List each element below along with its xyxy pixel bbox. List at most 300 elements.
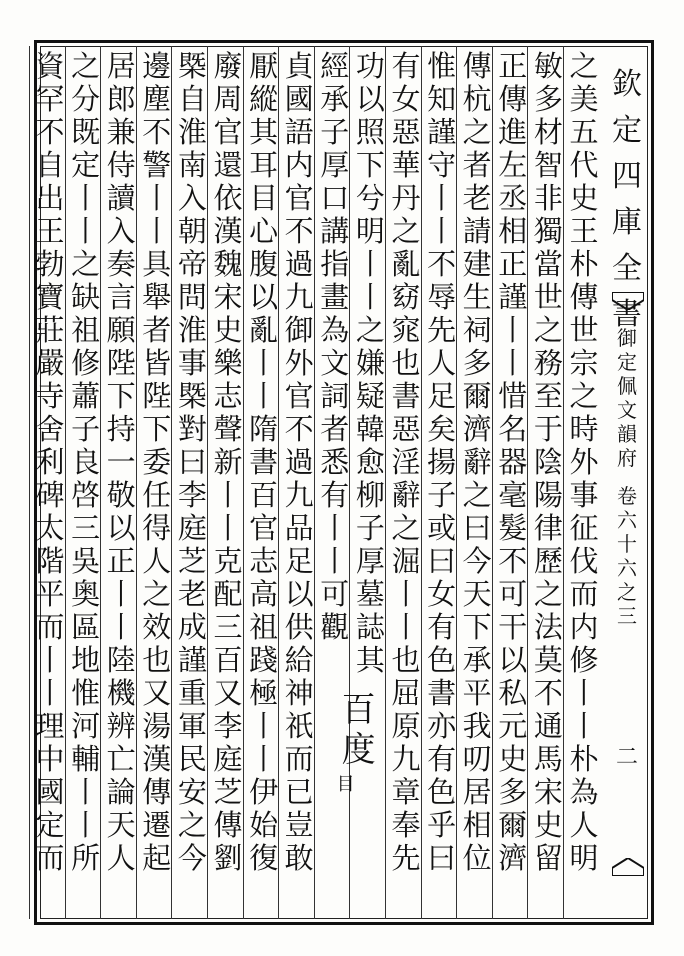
text-char: 自 [177, 82, 207, 116]
header-title-char: 四 [612, 159, 642, 194]
text-char: 丨 [142, 214, 172, 248]
text-char: 器 [498, 445, 528, 479]
text-char: 志 [213, 379, 243, 413]
text-column [564, 49, 604, 914]
text-char: 丨 [106, 610, 136, 644]
text-char: 今 [462, 544, 492, 578]
text-char: 之 [533, 577, 563, 611]
text-char: 庭 [213, 742, 243, 776]
text-column [208, 49, 248, 914]
text-char: 舉 [142, 280, 172, 314]
text-char: 乎 [427, 808, 457, 842]
text-char: 丨 [498, 313, 528, 347]
text-char: 丨 [391, 577, 421, 611]
text-char: 踐 [249, 643, 279, 677]
text-char: 以 [106, 511, 136, 545]
text-char: 不 [35, 115, 65, 149]
text-char: 不 [284, 214, 314, 248]
heading-char: 百 [341, 690, 376, 730]
heading-char: 度 [341, 730, 376, 770]
text-char: 丨 [249, 742, 279, 776]
text-char: 極 [249, 676, 279, 710]
text-char: 伐 [569, 544, 599, 578]
text-char: 當 [533, 247, 563, 281]
text-char: 陛 [106, 346, 136, 380]
text-char: 事 [177, 346, 207, 380]
text-char: 下 [462, 610, 492, 644]
text-char: 而 [284, 742, 314, 776]
text-char: 史 [533, 808, 563, 842]
text-char: 内 [569, 610, 599, 644]
text-char: 務 [533, 346, 563, 380]
text-char: 世 [569, 313, 599, 347]
text-char: 之 [71, 49, 101, 83]
text-char: 莊 [35, 313, 65, 347]
text-char: 奉 [391, 808, 421, 842]
text-char: 塵 [142, 82, 172, 116]
text-char: 丨 [106, 577, 136, 611]
text-char: 定 [71, 148, 101, 182]
text-char: 傳 [142, 775, 172, 809]
text-char: 者 [320, 412, 350, 446]
fish-tail-ornament-icon [612, 292, 644, 310]
text-char: 九 [284, 478, 314, 512]
text-char: 給 [284, 643, 314, 677]
text-char: 品 [284, 511, 314, 545]
text-char: 守 [427, 148, 457, 182]
text-char: 杭 [462, 82, 492, 116]
text-char: 窈 [391, 280, 421, 314]
text-char: 皆 [142, 346, 172, 380]
volume-title-char: 韻 [617, 422, 637, 446]
text-char: 不 [142, 115, 172, 149]
text-char: 還 [213, 148, 243, 182]
text-char: 丨 [355, 247, 385, 281]
text-char: 也 [391, 643, 421, 677]
text-char: 人 [142, 544, 172, 578]
text-char: 分 [71, 82, 101, 116]
text-char: 湯 [142, 709, 172, 743]
text-char: 正 [498, 247, 528, 281]
text-char: 者 [462, 148, 492, 182]
text-char: 神 [284, 676, 314, 710]
text-char: 亂 [249, 313, 279, 347]
text-char: 重 [177, 676, 207, 710]
text-char: 槩 [177, 379, 207, 413]
text-char: 之 [71, 247, 101, 281]
text-char: 階 [35, 544, 65, 578]
text-char: 復 [249, 841, 279, 875]
text-char: 配 [213, 577, 243, 611]
text-char: 淈 [391, 544, 421, 578]
text-char: 淮 [177, 313, 207, 347]
text-char: 内 [284, 148, 314, 182]
text-char: 女 [391, 82, 421, 116]
text-column [422, 49, 462, 914]
text-char: 罕 [35, 82, 65, 116]
text-char: 曰 [177, 445, 207, 479]
text-char: 下 [142, 412, 172, 446]
juan-char: 十 [617, 532, 637, 556]
text-char: 丨 [35, 676, 65, 710]
text-char: 多 [462, 346, 492, 380]
text-char: 庭 [177, 511, 207, 545]
text-char: 叨 [462, 742, 492, 776]
text-char: 左 [498, 148, 528, 182]
text-char: 私 [498, 676, 528, 710]
text-char: 色 [427, 775, 457, 809]
text-char: 志 [249, 544, 279, 578]
page-number: 二 [615, 745, 638, 770]
text-char: 丨 [249, 346, 279, 380]
text-char: 宋 [213, 280, 243, 314]
text-char: 丨 [35, 643, 65, 677]
text-char: 勃 [35, 247, 65, 281]
text-char: 厭 [249, 49, 279, 83]
text-char: 丨 [427, 214, 457, 248]
text-char: 謹 [498, 280, 528, 314]
volume-title-char: 定 [617, 350, 637, 374]
volume-title-char: 文 [617, 398, 637, 422]
text-char: 又 [142, 676, 172, 710]
text-char: 太 [35, 511, 65, 545]
text-char: 者 [142, 313, 172, 347]
text-char: 理 [35, 709, 65, 743]
text-char: 不 [533, 676, 563, 710]
text-char: 修 [71, 346, 101, 380]
text-char: 書 [391, 379, 421, 413]
text-char: 曰 [427, 841, 457, 875]
text-char: 成 [177, 610, 207, 644]
text-char: 惡 [391, 412, 421, 446]
text-char: 相 [498, 214, 528, 248]
text-char: 爾 [498, 808, 528, 842]
text-char: 魏 [213, 247, 243, 281]
text-char: 寶 [35, 280, 65, 314]
text-char: 正 [106, 544, 136, 578]
text-char: 入 [106, 214, 136, 248]
text-char: 又 [213, 676, 243, 710]
text-char: 中 [35, 742, 65, 776]
text-char: 明 [355, 214, 385, 248]
text-char: 明 [569, 841, 599, 875]
juan-char: 六 [617, 508, 637, 532]
text-char: 百 [213, 643, 243, 677]
text-char: 多 [533, 82, 563, 116]
text-char: 承 [462, 643, 492, 677]
juan-char: 卷 [617, 484, 637, 508]
text-char: 以 [249, 280, 279, 314]
text-char: 王 [35, 214, 65, 248]
text-char: 丨 [498, 346, 528, 380]
text-char: 老 [462, 181, 492, 215]
text-char: 丞 [498, 181, 528, 215]
text-char: 矣 [427, 412, 457, 446]
text-char: 修 [569, 643, 599, 677]
text-char: 辭 [462, 445, 492, 479]
text-char: 入 [177, 181, 207, 215]
text-char: 辱 [427, 280, 457, 314]
text-char: 濟 [498, 841, 528, 875]
text-char: 嚴 [35, 346, 65, 380]
text-char: 吳 [71, 544, 101, 578]
text-char: 以 [498, 643, 528, 677]
text-char: 嫌 [355, 346, 385, 380]
text-char: 貞 [284, 49, 314, 83]
text-char: 劉 [213, 841, 243, 875]
text-char: 揚 [427, 445, 457, 479]
text-char: 書 [249, 445, 279, 479]
text-char: 帝 [177, 247, 207, 281]
text-char: 爾 [462, 379, 492, 413]
volume-title-char: 府 [617, 446, 637, 470]
text-char: 歷 [533, 544, 563, 578]
text-char: 一 [106, 445, 136, 479]
text-char: 知 [427, 82, 457, 116]
text-char: 淮 [177, 115, 207, 149]
text-char: 惟 [71, 676, 101, 710]
text-char: 王 [569, 214, 599, 248]
text-char: 講 [320, 214, 350, 248]
text-char: 不 [284, 412, 314, 446]
text-char: 女 [427, 577, 457, 611]
text-char: 代 [569, 148, 599, 182]
text-char: 丨 [249, 709, 279, 743]
text-char: 朴 [569, 247, 599, 281]
text-char: 利 [35, 445, 65, 479]
text-char: 豈 [284, 808, 314, 842]
text-char: 悉 [320, 445, 350, 479]
text-char: 樂 [213, 346, 243, 380]
text-char: 之 [391, 214, 421, 248]
text-char: 奏 [106, 247, 136, 281]
text-column [101, 49, 141, 914]
text-char: 之 [533, 313, 563, 347]
text-char: 祠 [462, 313, 492, 347]
text-char: 供 [284, 610, 314, 644]
text-char: 先 [391, 841, 421, 875]
text-char: 材 [533, 115, 563, 149]
text-char: 過 [284, 445, 314, 479]
header-column [606, 52, 648, 914]
text-char: 請 [462, 214, 492, 248]
text-char: 史 [569, 181, 599, 215]
text-char: 愈 [355, 445, 385, 479]
text-char: 屈 [391, 676, 421, 710]
text-char: 持 [106, 412, 136, 446]
text-char: 多 [498, 775, 528, 809]
text-char: 下 [355, 148, 385, 182]
text-char: 有 [427, 610, 457, 644]
text-char: 相 [462, 808, 492, 842]
text-char: 征 [569, 511, 599, 545]
text-char: 丨 [142, 181, 172, 215]
text-column [386, 49, 426, 914]
text-column [457, 49, 497, 914]
text-char: 郎 [106, 82, 136, 116]
text-char: 亂 [391, 247, 421, 281]
text-char: 始 [249, 808, 279, 842]
text-char: 留 [533, 841, 563, 875]
text-char: 委 [142, 445, 172, 479]
text-char: 寺 [35, 379, 65, 413]
text-char: 讀 [106, 181, 136, 215]
text-char: 祖 [249, 610, 279, 644]
text-char: 天 [106, 808, 136, 842]
text-char: 惟 [427, 49, 457, 83]
text-char: 經 [320, 49, 350, 83]
text-char: 既 [71, 115, 101, 149]
text-char: 廢 [213, 49, 243, 83]
text-char: 官 [249, 511, 279, 545]
text-char: 丨 [355, 280, 385, 314]
text-char: 干 [498, 610, 528, 644]
text-char: 而 [35, 610, 65, 644]
text-char: 誌 [355, 610, 385, 644]
text-char: 毫 [498, 478, 528, 512]
text-char: 之 [142, 577, 172, 611]
text-char: 下 [106, 379, 136, 413]
text-char: 疑 [355, 379, 385, 413]
text-char: 足 [284, 544, 314, 578]
text-char: 丨 [71, 214, 101, 248]
text-char: 丨 [71, 808, 101, 842]
text-char: 淫 [391, 445, 421, 479]
text-char: 也 [142, 643, 172, 677]
text-char: 丨 [213, 511, 243, 545]
text-column [137, 49, 177, 914]
text-char: 于 [533, 412, 563, 446]
text-char: 色 [427, 643, 457, 677]
text-char: 謹 [177, 643, 207, 677]
text-char: 天 [462, 577, 492, 611]
text-char: 墓 [355, 577, 385, 611]
text-char: 之 [391, 511, 421, 545]
text-char: 陸 [106, 643, 136, 677]
text-char: 律 [533, 511, 563, 545]
text-char: 丹 [391, 181, 421, 215]
header-title-char: 書 [612, 297, 642, 332]
heading-sub-char: 目 [336, 774, 355, 795]
text-char: 丨 [320, 544, 350, 578]
text-char: 願 [106, 313, 136, 347]
text-char: 畫 [320, 280, 350, 314]
header-title-char: 定 [612, 113, 642, 148]
text-char: 百 [249, 478, 279, 512]
text-char: 伊 [249, 775, 279, 809]
text-char: 或 [427, 511, 457, 545]
text-char: 之 [177, 808, 207, 842]
text-char: 南 [177, 148, 207, 182]
text-char: 依 [213, 181, 243, 215]
text-char: 得 [142, 511, 172, 545]
text-char: 所 [71, 841, 101, 875]
text-char: 厚 [355, 544, 385, 578]
column-rule [29, 46, 30, 919]
text-char: 傳 [462, 49, 492, 83]
text-char: 陽 [533, 478, 563, 512]
text-char: 目 [249, 181, 279, 215]
text-char: 祇 [284, 709, 314, 743]
text-char: 亡 [106, 742, 136, 776]
text-char: 先 [427, 313, 457, 347]
text-char: 蕭 [71, 379, 101, 413]
text-char: 已 [284, 775, 314, 809]
text-char: 人 [569, 808, 599, 842]
text-char: 辨 [106, 709, 136, 743]
text-column [493, 49, 533, 914]
text-char: 丨 [427, 181, 457, 215]
text-char: 丨 [569, 676, 599, 710]
text-char: 腹 [249, 247, 279, 281]
text-char: 位 [462, 841, 492, 875]
text-char: 足 [427, 379, 457, 413]
text-char: 傳 [213, 808, 243, 842]
text-char: 辭 [391, 478, 421, 512]
text-char: 良 [71, 445, 101, 479]
text-char: 九 [391, 742, 421, 776]
text-char: 舍 [35, 412, 65, 446]
text-char: 以 [355, 82, 385, 116]
text-char: 丨 [71, 775, 101, 809]
text-char: 隋 [249, 412, 279, 446]
text-char: 河 [71, 709, 101, 743]
text-column [528, 49, 568, 914]
text-char: 法 [533, 610, 563, 644]
text-char: 子 [427, 478, 457, 512]
text-char: 官 [284, 379, 314, 413]
text-char: 功 [355, 49, 385, 83]
text-char: 居 [106, 49, 136, 83]
text-char: 而 [569, 577, 599, 611]
text-char: 過 [284, 247, 314, 281]
text-char: 言 [106, 280, 136, 314]
text-char: 御 [284, 313, 314, 347]
text-char: 居 [462, 775, 492, 809]
text-char: 為 [320, 313, 350, 347]
text-char: 出 [35, 181, 65, 215]
text-char: 遷 [142, 808, 172, 842]
text-char: 建 [462, 247, 492, 281]
text-char: 警 [142, 148, 172, 182]
text-char: 平 [35, 577, 65, 611]
text-char: 事 [569, 478, 599, 512]
text-char: 觀 [320, 610, 350, 644]
header-title-char: 庫 [612, 205, 642, 240]
text-char: 聲 [213, 412, 243, 446]
text-char: 新 [213, 445, 243, 479]
text-char: 起 [142, 841, 172, 875]
text-char: 缺 [71, 280, 101, 314]
text-char: 進 [498, 115, 528, 149]
text-char: 軍 [177, 709, 207, 743]
text-char: 詞 [320, 379, 350, 413]
text-char: 定 [35, 808, 65, 842]
text-char: 朴 [569, 742, 599, 776]
text-char: 輔 [71, 742, 101, 776]
text-char: 通 [533, 709, 563, 743]
text-char: 惡 [391, 115, 421, 149]
juan-char: 之 [617, 580, 637, 604]
text-char: 不 [427, 247, 457, 281]
text-char: 朝 [177, 214, 207, 248]
text-char: 丨 [213, 478, 243, 512]
text-char: 資 [35, 49, 65, 83]
text-char: 惜 [498, 379, 528, 413]
text-char: 陰 [533, 445, 563, 479]
text-char: 平 [462, 676, 492, 710]
text-char: 機 [106, 676, 136, 710]
